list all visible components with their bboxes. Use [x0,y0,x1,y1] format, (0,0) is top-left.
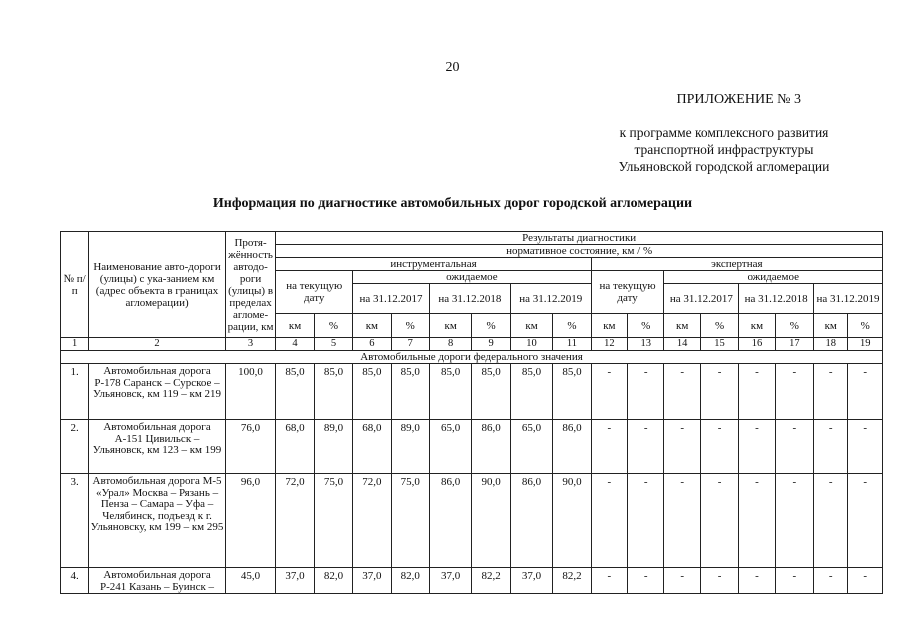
cell-value: - [591,568,627,594]
document-title: Информация по диагностике автомобильных дорог городской агломерации [212,196,693,211]
cell-value: 85,0 [314,364,352,420]
unit-km: км [739,314,775,338]
cell-value: 72,0 [353,474,391,568]
cell-value: - [664,474,700,568]
column-index: 14 [664,338,700,351]
cell-value: - [628,474,664,568]
cell-value: - [664,568,700,594]
cell-value: - [775,568,813,594]
cell-value: 85,0 [353,364,391,420]
cell-value: 37,0 [510,568,552,594]
section-federal: Автомобильные дороги федерального значения [61,351,883,364]
cell-value: - [628,364,664,420]
header-expert: экспертная [591,258,882,271]
cell-value: 72,0 [276,474,314,568]
header-instrumental: инструментальная [276,258,591,271]
program-reference [594,124,854,175]
cell-value: - [700,474,738,568]
unit-pct: % [848,314,883,338]
row-number: 4. [61,568,89,594]
diagnostics-table [60,231,883,594]
road-length: 96,0 [225,474,276,568]
cell-value: 68,0 [276,420,314,474]
cell-value: 89,0 [391,420,429,474]
column-index: 4 [276,338,314,351]
table-row [61,568,883,594]
table-row [61,364,883,420]
road-name: Автомобильная дорога Р-178 Саранск – Сурское – Ульяновск, км 119 – км 219 [89,364,225,420]
cell-value: 65,0 [429,420,471,474]
row-number: 3. [61,474,89,568]
cell-value: - [664,420,700,474]
cell-value: 85,0 [391,364,429,420]
cell-value: 85,0 [429,364,471,420]
column-index: 5 [314,338,352,351]
column-index: 6 [353,338,391,351]
cell-value: - [739,364,775,420]
cell-value: 86,0 [429,474,471,568]
header-instr-2019: на 31.12.2019 [510,284,591,314]
header-results: Результаты диагностики [276,232,883,245]
road-length: 45,0 [225,568,276,594]
cell-value: - [628,420,664,474]
header-expert-2018: на 31.12.2018 [739,284,814,314]
header-num: № п/п [61,232,89,338]
cell-value: 75,0 [391,474,429,568]
cell-value: 82,2 [553,568,591,594]
page-number: 20 [445,60,460,75]
header-normative: нормативное состояние, км / % [276,245,883,258]
cell-value: - [814,420,848,474]
column-index: 15 [700,338,738,351]
cell-value: 85,0 [510,364,552,420]
cell-value: - [700,420,738,474]
unit-pct: % [314,314,352,338]
unit-pct: % [553,314,591,338]
cell-value: - [591,420,627,474]
cell-value: - [700,364,738,420]
column-index: 1 [61,338,89,351]
road-length: 76,0 [225,420,276,474]
program-line: транспортной инфраструктуры [634,142,814,157]
column-index: 2 [89,338,225,351]
column-index: 18 [814,338,848,351]
column-index: 11 [553,338,591,351]
cell-value: - [591,474,627,568]
cell-value: - [739,568,775,594]
cell-value: - [739,420,775,474]
cell-value: - [814,364,848,420]
cell-value: - [775,474,813,568]
road-name: Автомобильная дорога А-151 Цивильск – Ульяновск, км 123 – км 199 [89,420,225,474]
cell-value: 90,0 [472,474,510,568]
column-index: 3 [225,338,276,351]
unit-pct: % [391,314,429,338]
unit-pct: % [700,314,738,338]
table-row [61,420,883,474]
header-expert-current: на текущую дату [591,271,664,314]
road-length: 100,0 [225,364,276,420]
unit-km: км [814,314,848,338]
cell-value: - [848,364,883,420]
cell-value: 86,0 [472,420,510,474]
cell-value: - [848,568,883,594]
unit-pct: % [472,314,510,338]
column-index: 10 [510,338,552,351]
cell-value: - [848,420,883,474]
header-instr-current: на текущую дату [276,271,353,314]
header-expert-2019: на 31.12.2019 [814,284,883,314]
unit-km: км [353,314,391,338]
cell-value: 90,0 [553,474,591,568]
column-index: 13 [628,338,664,351]
appendix-heading: ПРИЛОЖЕНИЕ № 3 [676,92,801,107]
cell-value: 37,0 [353,568,391,594]
cell-value: 82,0 [391,568,429,594]
cell-value: - [628,568,664,594]
header-length: Протя-жённость автодо-роги (улицы) в пределах агломе-рации, км [225,232,276,338]
cell-value: 89,0 [314,420,352,474]
header-instr-2017: на 31.12.2017 [353,284,430,314]
program-line: к программе комплексного развития [619,125,829,140]
unit-km: км [591,314,627,338]
column-index: 7 [391,338,429,351]
column-index: 19 [848,338,883,351]
cell-value: 82,2 [472,568,510,594]
unit-km: км [276,314,314,338]
cell-value: - [700,568,738,594]
row-number: 1. [61,364,89,420]
cell-value: - [775,364,813,420]
road-name: Автомобильная дорога М-5 «Урал» Москва – Рязань – Пенза – Самара – Уфа – Челябинск, подъезд к г. Ульяновску, км 199 – км 295 [89,474,225,568]
cell-value: - [814,474,848,568]
unit-km: км [664,314,700,338]
column-index: 8 [429,338,471,351]
column-index: 16 [739,338,775,351]
cell-value: 65,0 [510,420,552,474]
table-row [61,474,883,568]
row-number: 2. [61,420,89,474]
cell-value: 85,0 [472,364,510,420]
header-instr-expected: ожидаемое [353,271,592,284]
unit-pct: % [628,314,664,338]
unit-km: км [510,314,552,338]
road-name: Автомобильная дорога Р-241 Казань – Буинск – [89,568,225,594]
cell-value: - [814,568,848,594]
unit-pct: % [775,314,813,338]
cell-value: - [848,474,883,568]
cell-value: 86,0 [553,420,591,474]
cell-value: - [739,474,775,568]
cell-value: 82,0 [314,568,352,594]
cell-value: - [591,364,627,420]
unit-km: км [429,314,471,338]
cell-value: 86,0 [510,474,552,568]
header-instr-2018: на 31.12.2018 [429,284,510,314]
cell-value: 37,0 [429,568,471,594]
cell-value: 85,0 [276,364,314,420]
cell-value: - [775,420,813,474]
column-index: 12 [591,338,627,351]
cell-value: 75,0 [314,474,352,568]
column-index: 17 [775,338,813,351]
cell-value: 85,0 [553,364,591,420]
cell-value: 68,0 [353,420,391,474]
cell-value: 37,0 [276,568,314,594]
program-line: Ульяновской городской агломерации [618,159,830,174]
header-expert-2017: на 31.12.2017 [664,284,739,314]
header-name: Наименование авто-дороги (улицы) с ука-занием км (адрес объекта в границах агломерации) [89,232,225,338]
column-index: 9 [472,338,510,351]
header-expert-expected: ожидаемое [664,271,883,284]
cell-value: - [664,364,700,420]
